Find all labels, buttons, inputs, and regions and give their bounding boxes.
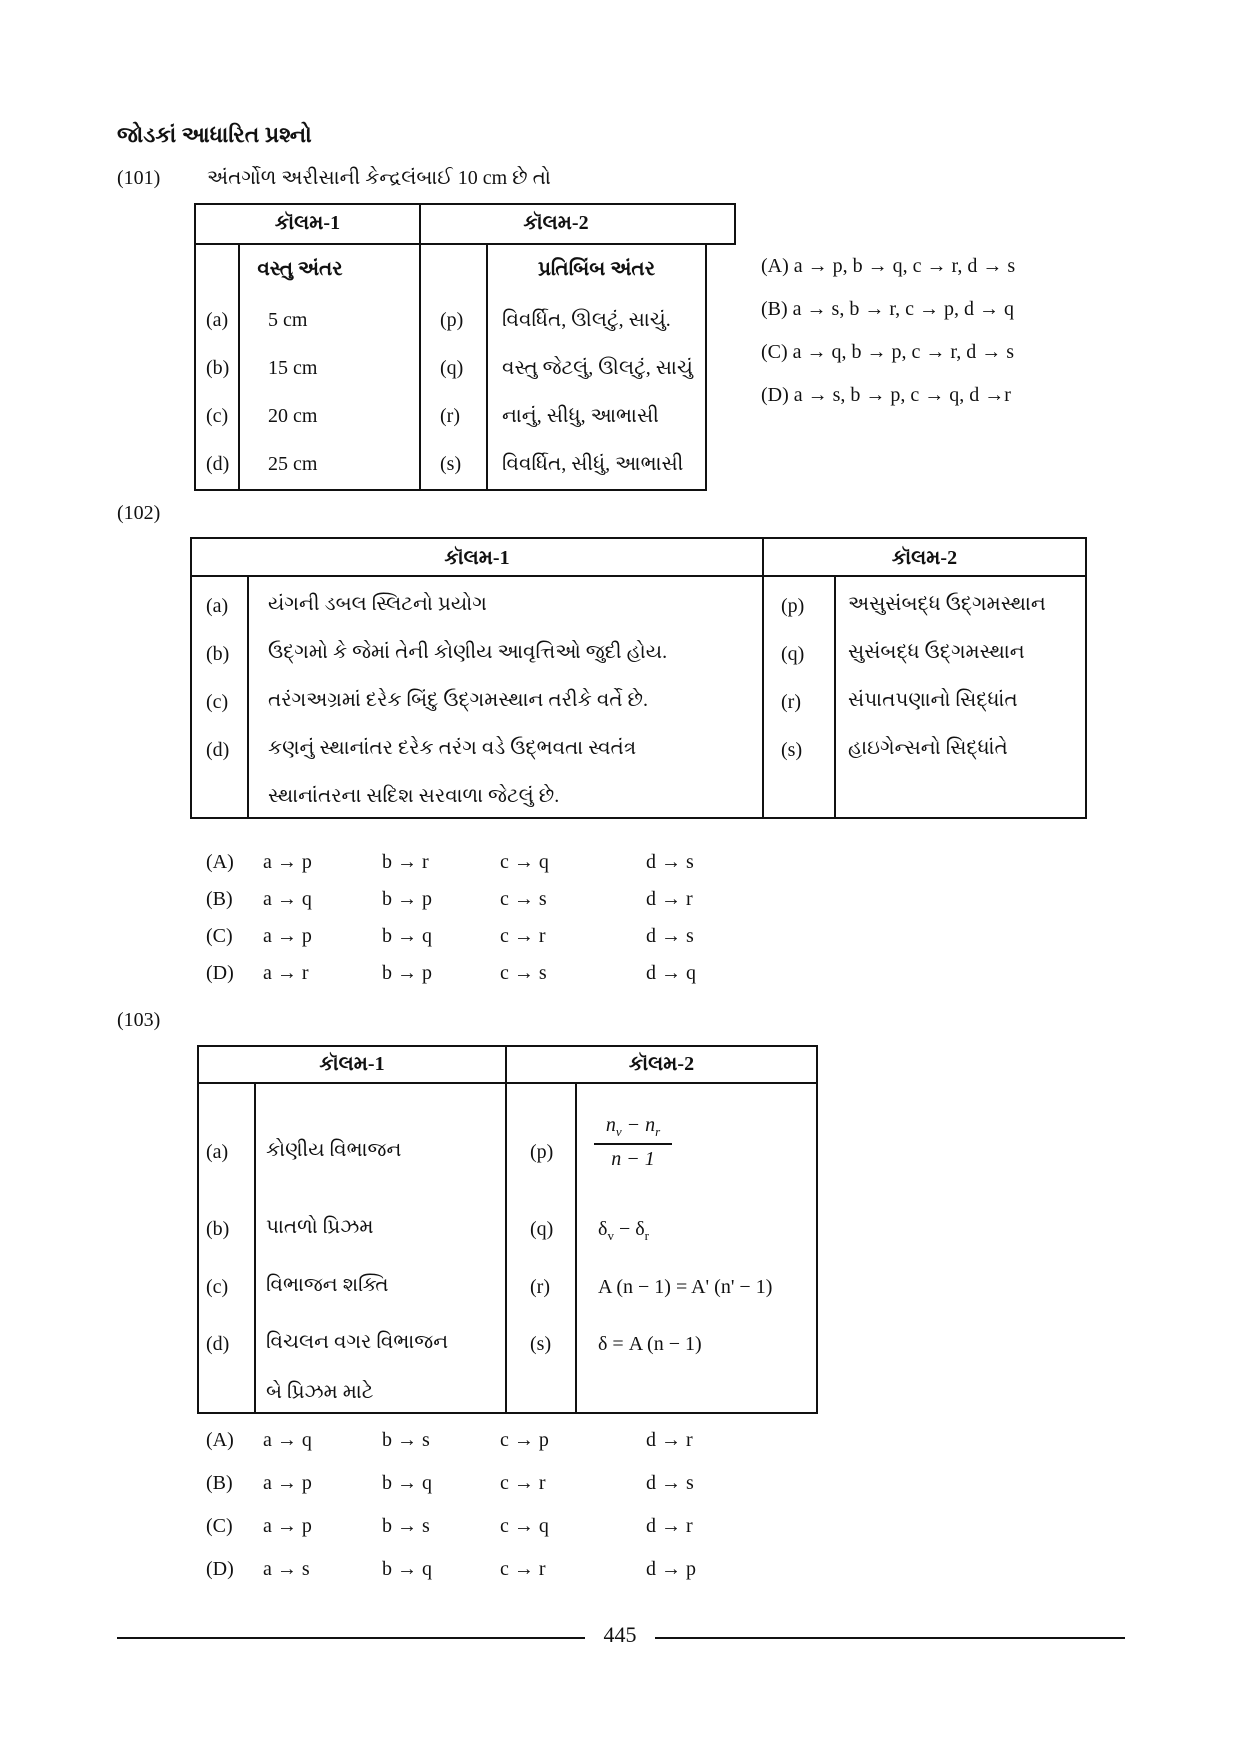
q102-row-match-value: હાઇગેન્સનો સિદ્ધાંતે — [848, 737, 1008, 759]
q101-row-value: 5 cm — [268, 309, 308, 331]
q102-col2-header: કૉલમ-2 — [891, 547, 958, 569]
q102-row-d-continuation: સ્થાનાંતરના સદિશ સરવાળા જેટલું છે. — [268, 785, 560, 807]
fraction-numerator: $n_v - n_r$ — [605, 1114, 661, 1139]
q103-row-value: વિભાજન શક્તિ — [266, 1274, 389, 1296]
q102-row-value: યંગની ડબલ સ્લિટનો પ્રયોગ — [268, 593, 487, 615]
q101-row-value: 20 cm — [268, 405, 318, 427]
q103-row-match-label: (p) — [530, 1141, 554, 1163]
q102-row-label: (a) — [206, 595, 229, 617]
q101-option-a: (A) a → p, b → q, c → r, d → s — [761, 255, 1016, 277]
q101-col2-header: કૉલમ-2 — [523, 212, 589, 234]
q103-row-match-value: $\delta_v - \delta_r$ — [598, 1218, 649, 1243]
q101-row-match-label: (r) — [440, 405, 460, 427]
q101-row-value: 25 cm — [268, 453, 318, 475]
q102-row-label: (b) — [206, 643, 230, 665]
q101-row-value: 15 cm — [268, 357, 318, 379]
q101-col2-subheader: પ્રતિબિંબ અંતર — [537, 258, 656, 280]
q103-row-label: (d) — [206, 1333, 230, 1355]
q101-row-label: (a) — [206, 309, 229, 331]
q103-row-match-value: δ = A (n − 1) — [598, 1333, 702, 1355]
q103-row-d-continuation: બે પ્રિઝમ માટે — [266, 1381, 374, 1403]
q101-row-label: (c) — [206, 405, 229, 427]
question-number-101: (101) — [117, 167, 161, 189]
q102-row-value: ઉદ્‌ગમો કે જેમાં તેની કોણીય આવૃત્તિઓ જુદી હોય. — [268, 641, 668, 663]
q103-row-label: (a) — [206, 1141, 229, 1163]
page-number: 445 — [603, 1622, 637, 1647]
q102-row-match-label: (s) — [781, 739, 803, 761]
q103-fraction-p — [594, 1114, 672, 1171]
q102-row-value: તરંગઅગ્રમાં દરેક બિંદુ ઉદ્‌ગમસ્થાન તરીકે વર્તે છે. — [268, 689, 648, 711]
q101-option-b: (B) a → s, b → r, c → p, d → q — [761, 298, 1015, 320]
q101-col1-subheader: વસ્તુ અંતર — [257, 258, 343, 280]
q102-row-label: (d) — [206, 739, 230, 761]
q101-option-c: (C) a → q, b → p, c → r, d → s — [761, 341, 1015, 363]
q102-row-match-label: (r) — [781, 691, 801, 713]
q102-row-match-label: (q) — [781, 643, 805, 665]
q103-row-value: વિચલન વગર વિભાજન — [266, 1331, 449, 1353]
q103-col2-header: કૉલમ-2 — [628, 1053, 695, 1075]
q103-row-label: (c) — [206, 1276, 229, 1298]
q102-row-match-label: (p) — [781, 595, 805, 617]
q103-row-label: (b) — [206, 1218, 230, 1240]
q101-option-d: (D) a → s, b → p, c → q, d →r — [761, 384, 1011, 406]
q101-row-match-label: (s) — [440, 453, 462, 475]
q101-row-match-label: (p) — [440, 309, 464, 331]
q101-row-label: (b) — [206, 357, 230, 379]
q103-row-value: કોણીય વિભાજન — [266, 1139, 402, 1161]
question-number-103: (103) — [117, 1009, 161, 1031]
q103-row-match-value: A (n − 1) = A' (n' − 1) — [598, 1276, 773, 1298]
footer-rule-left — [117, 1637, 585, 1639]
question-text-101: અંતર્ગોળ અરીસાની કેન્દ્રલંબાઈ 10 cm છે તો — [207, 167, 551, 189]
q103-row-match-label: (r) — [530, 1276, 550, 1298]
fraction-denominator: n − 1 — [611, 1147, 655, 1170]
q102-row-match-value: સંપાતપણાનો સિદ્ધાંત — [848, 689, 1018, 711]
q101-col1-header: કૉલમ-1 — [274, 212, 341, 234]
q101-row-match-value: વસ્તુ જેટલું, ઊલટું, સાચું — [502, 357, 693, 379]
q103-row-match-label: (s) — [530, 1333, 552, 1355]
q101-row-match-value: વિવર્ધિત, ઊલટું, સાચું. — [502, 309, 671, 331]
q102-row-match-value: અસુસંબદ્ધ ઉદ્‌ગમસ્થાન — [848, 593, 1046, 615]
q102-col1-header: કૉલમ-1 — [444, 547, 510, 569]
q101-row-match-value: નાનું, સીધુ, આભાસી — [502, 405, 659, 427]
footer-rule-right — [655, 1637, 1125, 1639]
q102-row-value: કણનું સ્થાનાંતર દરેક તરંગ વડે ઉદ્‌ભવતા સ્વતંત્ર — [268, 737, 637, 759]
q101-row-match-value: વિવર્ધિત, સીધું, આભાસી — [502, 453, 684, 475]
section-heading: જોડકાં આધારિત પ્રશ્નો — [117, 122, 312, 147]
q101-row-label: (d) — [206, 453, 230, 475]
question-number-102: (102) — [117, 502, 161, 524]
q103-row-match-label: (q) — [530, 1218, 554, 1240]
q103-col1-header: કૉલમ-1 — [319, 1053, 385, 1075]
q103-row-value: પાતળો પ્રિઝમ — [266, 1216, 374, 1238]
q102-row-label: (c) — [206, 691, 229, 713]
q101-row-match-label: (q) — [440, 357, 464, 379]
q102-row-match-value: સુસંબદ્ધ ઉદ્‌ગમસ્થાન — [848, 641, 1025, 663]
